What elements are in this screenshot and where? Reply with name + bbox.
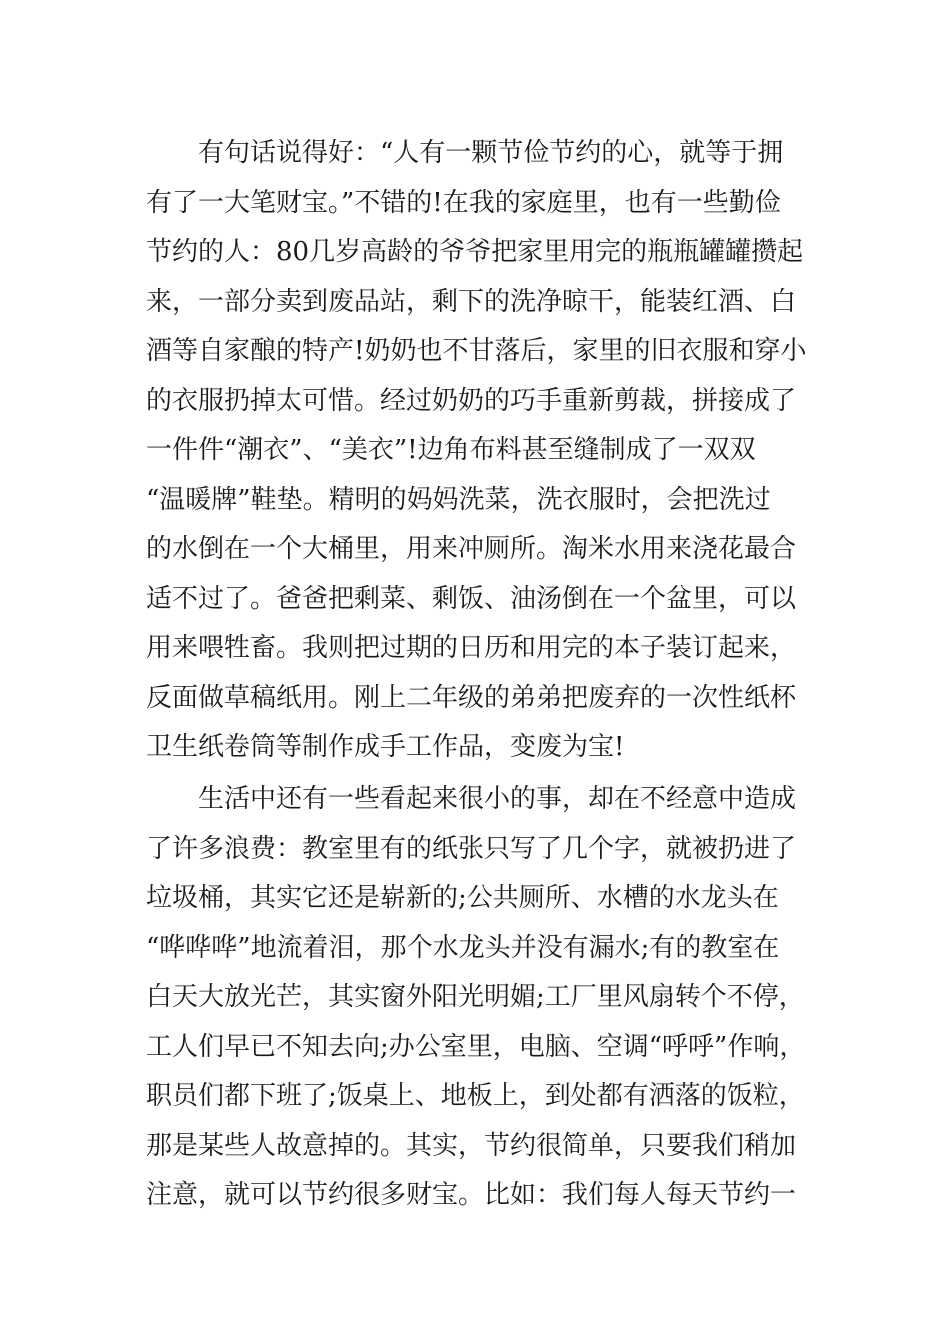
text-line: 来，一部分卖到废品站，剩下的洗净晾干，能装红酒、白: [146, 286, 797, 317]
text-line: 注意，就可以节约很多财宝。比如：我们每人每天节约一: [146, 1180, 797, 1210]
text-line: 那是某些人故意掉的。其实，节约很简单，只要我们稍加: [146, 1130, 797, 1161]
text-line: 用来喂牲畜。我则把过期的日历和用完的本子装订起来，: [146, 633, 797, 663]
text-line: “温暖牌”鞋垫。精明的妈妈洗菜，洗衣服时，会把洗过: [146, 484, 771, 515]
text-line: 的衣服扔掉太可惜。经过奶奶的巧手重新剪裁，拼接成了: [146, 385, 797, 416]
text-line: 工人们早已不知去向;办公室里，电脑、空调“呼呼”作响，: [146, 1031, 806, 1062]
text-line: 卫生纸卷筒等制作成手工作品，变废为宝!: [146, 732, 625, 762]
text-line: 的水倒在一个大桶里，用来冲厕所。淘米水用来浇花最合: [146, 534, 797, 564]
text-line: 反面做草稿纸用。刚上二年级的弟弟把废弃的一次性纸杯: [146, 682, 797, 713]
text-line: 了许多浪费：教室里有的纸张只写了几个字，就被扔进了: [146, 833, 797, 864]
text-line: 适不过了。爸爸把剩菜、剩饭、油汤倒在一个盆里，可以: [146, 583, 797, 614]
text-line: “哗哗哗”地流着泪，那个水龙头并没有漏水;有的教室在: [146, 932, 780, 963]
text-line: 酒等自家酿的特产!奶奶也不甘落后，家里的旧衣服和穿小: [146, 336, 807, 366]
text-line: 节约的人：80几岁高龄的爷爷把家里用完的瓶瓶罐罐攒起: [146, 237, 804, 267]
text-line: 生活中还有一些看起来很小的事，却在不经意中造成: [198, 784, 797, 814]
text-line: 白天大放光芒，其实窗外阳光明媚;工厂里风扇转个不停，: [146, 982, 805, 1012]
text-line: 垃圾桶，其实它还是崭新的;公共厕所、水槽的水龙头在: [146, 883, 779, 913]
text-line: 职员们都下班了;饭桌上、地板上，到处都有洒落的饭粒，: [146, 1081, 805, 1111]
text-line: 有了一大笔财宝。”不错的!在我的家庭里，也有一些勤俭: [146, 187, 781, 218]
text-line: 一件件“潮衣”、“美衣”!边角布料甚至缝制成了一双双: [146, 435, 756, 465]
text-line: 有句话说得好：“人有一颗节俭节约的心，就等于拥: [198, 138, 784, 168]
